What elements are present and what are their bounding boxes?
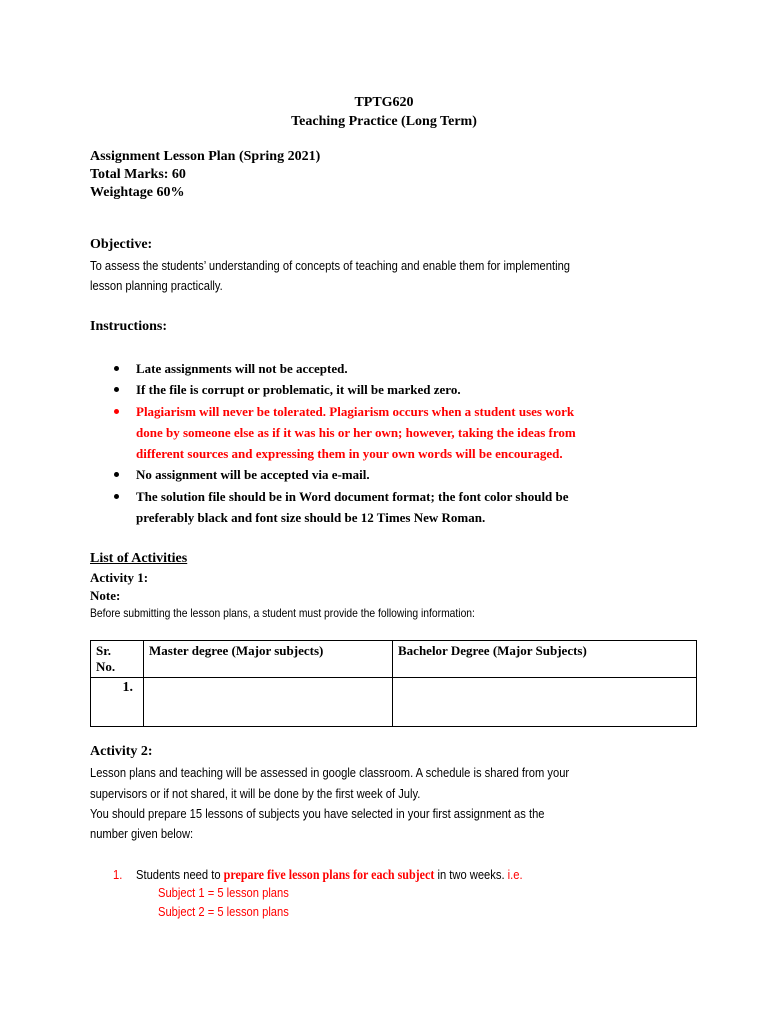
activity-1-note: Note:	[90, 588, 121, 603]
objective-line-2: lesson planning practically.	[90, 278, 223, 293]
table-header-row	[91, 641, 697, 678]
list-number: 1.	[113, 867, 123, 882]
activity-1-title: Activity 1:	[90, 570, 149, 585]
bullet-icon	[114, 409, 119, 414]
activity-2-line-4: number given below:	[90, 826, 194, 841]
activity-1-text: Before submitting the lesson plans, a student must provide the following information:	[90, 606, 475, 620]
activity-2-line-2: supervisors or if not shared, it will be done by the first week of July.	[90, 786, 421, 801]
activity-2-title: Activity 2:	[90, 744, 153, 759]
objective-heading: Objective:	[90, 237, 153, 252]
course-title: Teaching Practice (Long Term)	[291, 114, 477, 129]
instruction-solution-line-2: preferably black and font size should be 12 Times New Roman.	[136, 510, 486, 525]
table-header-sr-no: Sr. No.	[91, 641, 144, 678]
instruction-solution-line-1: The solution file should be in Word document format; the font color should be	[136, 489, 569, 504]
instructions-heading: Instructions:	[90, 319, 168, 334]
activity-2-line-3: You should prepare 15 lessons of subjects you have selected in your first assignment as the	[90, 806, 545, 821]
bullet-icon	[114, 387, 119, 392]
instruction-plagiarism-line-1: Plagiarism will never be tolerated. Plagiarism occurs when a student uses work	[136, 404, 575, 419]
table-header-master-degree: Master degree (Major subjects)	[144, 641, 393, 678]
activities-heading: List of Activities	[90, 551, 188, 566]
instruction-late: Late assignments will not be accepted.	[136, 361, 348, 376]
total-marks: Total Marks: 60	[90, 167, 186, 182]
bullet-icon	[114, 472, 119, 477]
bullet-icon	[114, 366, 119, 371]
instruction-corrupt: If the file is corrupt or problematic, it will be marked zero.	[136, 382, 461, 397]
weightage: Weightage 60%	[90, 185, 185, 200]
instruction-plagiarism-line-2: done by someone else as if it was his or her own; however, taking the ideas from	[136, 425, 576, 440]
objective-line-1: To assess the students’ understanding of concepts of teaching and enable them for implementing	[90, 258, 571, 273]
instruction-plagiarism-line-3: different sources and expressing them in your own words will be encouraged.	[136, 446, 563, 461]
table-cell-master-degree[interactable]	[144, 678, 393, 727]
assignment-title: Assignment Lesson Plan (Spring 2021)	[90, 149, 321, 164]
student-info-table	[90, 640, 697, 727]
subject-2-line: Subject 2 = 5 lesson plans	[158, 904, 289, 919]
activity-2-line-1: Lesson plans and teaching will be assessed in google classroom. A schedule is shared from your	[90, 765, 570, 780]
table-cell-sr-no: 1.	[91, 678, 144, 727]
list-item-suffix: in two weeks.	[434, 867, 508, 882]
course-code: TPTG620	[354, 95, 414, 110]
bullet-icon	[114, 494, 119, 499]
list-item-emphasis: prepare five lesson plans for each subject	[223, 868, 435, 883]
instruction-email: No assignment will be accepted via e-mail.	[136, 467, 370, 482]
table-cell-bachelor-degree[interactable]	[393, 678, 697, 727]
subject-1-line: Subject 1 = 5 lesson plans	[158, 885, 289, 900]
activity-2-list-item	[136, 867, 523, 884]
table-header-bachelor-degree: Bachelor Degree (Major Subjects)	[393, 641, 697, 678]
list-item-prefix: Students need to	[136, 867, 224, 882]
table-row	[91, 678, 697, 727]
list-item-ie: i.e.	[507, 867, 523, 882]
